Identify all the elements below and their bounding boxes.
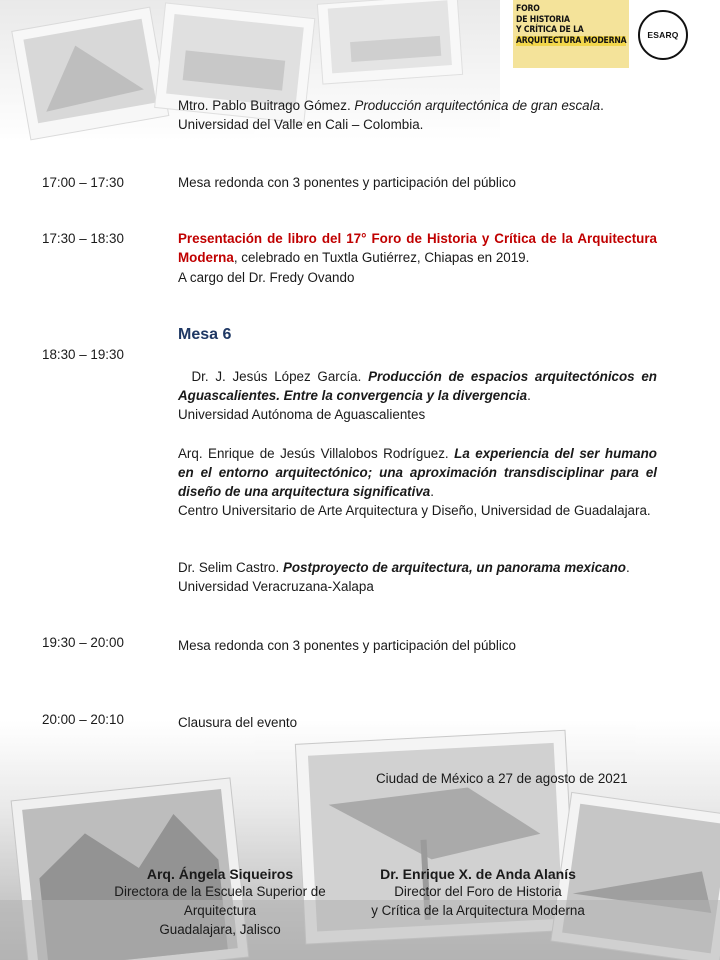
time-slot: 19:30 – 20:00	[42, 635, 124, 650]
speaker-affiliation: Centro Universitario de Arte Arquitectura y Diseño, Universidad de Guadalajara.	[178, 503, 651, 518]
speaker-name: Mtro. Pablo Buitrago Gómez.	[178, 98, 351, 113]
time-slot: 17:00 – 17:30	[42, 175, 124, 190]
signatory-title: Directora de la Escuela Superior de	[114, 884, 326, 899]
speaker-affiliation: Universidad del Valle en Cali – Colombia.	[178, 117, 424, 132]
speaker-name: Arq. Enrique de Jesús Villalobos Rodríguez.	[178, 446, 449, 461]
logo-line: Y CRÍTICA DE LA	[516, 25, 584, 35]
speaker-affiliation: Universidad Veracruzana-Xalapa	[178, 579, 374, 594]
logo-line: FORO	[516, 4, 540, 14]
esarq-logo-text: ESARQ	[647, 30, 679, 40]
speaker-affiliation: Universidad Autónoma de Aguascalientes	[178, 407, 426, 422]
speaker-entry-buitrago	[178, 96, 658, 134]
talk-title: Producción de espacios arquitectónicos en Aguascalientes. Entre la convergencia y la divergencia	[178, 369, 657, 403]
speaker-entry-villalobos	[178, 444, 657, 520]
talk-title-end: .	[527, 388, 531, 403]
speaker-entry-castro	[178, 558, 657, 596]
place-date: Ciudad de México a 27 de agosto de 2021	[376, 771, 628, 786]
time-slot: 18:30 – 19:30	[42, 347, 124, 362]
logo-line: DE HISTORIA	[516, 14, 570, 25]
roundtable-text: Mesa redonda con 3 ponentes y participación del público	[178, 175, 516, 190]
roundtable-text: Mesa redonda con 3 ponentes y participación del público	[178, 638, 516, 653]
signatory-name: Dr. Enrique X. de Anda Alanís	[380, 866, 576, 882]
closing-text: Clausura del evento	[178, 715, 298, 730]
talk-title: Producción arquitectónica de gran escala	[354, 98, 601, 113]
talk-title: Postproyecto de arquitectura, un panorama mexicano	[282, 560, 626, 575]
logo-line: ARQUITECTURA MODERNA	[516, 35, 627, 46]
book-presentation	[178, 229, 657, 267]
talk-title-end: .	[625, 560, 630, 575]
speaker-entry-lopez	[178, 367, 657, 424]
signature-de-anda	[346, 866, 610, 920]
signatory-title: y Crítica de la Arquitectura Moderna	[371, 903, 585, 918]
book-presentation-host: A cargo del Dr. Fredy Ovando	[178, 270, 355, 285]
esarq-logo	[638, 10, 688, 60]
foro-historia-logo	[513, 0, 629, 68]
signatory-title: Guadalajara, Jalisco	[159, 922, 281, 937]
signature-siqueiros	[98, 866, 342, 939]
time-slot: 20:00 – 20:10	[42, 712, 124, 727]
talk-title-end: .	[600, 98, 604, 113]
signatory-title: Arquitectura	[183, 903, 257, 918]
talk-title-end: .	[430, 484, 434, 499]
speaker-name: Dr. Selim Castro.	[178, 560, 280, 575]
book-presentation-title: Presentación de libro del 17° Foro de Historia y Crítica de la Arquitectura Moderna	[178, 231, 657, 265]
book-presentation-detail: , celebrado en Tuxtla Gutiérrez, Chiapas en 2019.	[233, 250, 530, 265]
mesa-heading: Mesa 6	[178, 326, 232, 343]
time-slot: 17:30 – 18:30	[42, 231, 124, 246]
signatory-name: Arq. Ángela Siqueiros	[146, 866, 294, 882]
signatory-title: Director del Foro de Historia	[394, 884, 562, 899]
talk-title: La experiencia del ser humano en el entorno arquitectónico; una aproximación transdisciplinar para el diseño de una arquitectura significativa	[178, 446, 657, 499]
speaker-name: Dr. J. Jesús López García.	[191, 369, 362, 384]
